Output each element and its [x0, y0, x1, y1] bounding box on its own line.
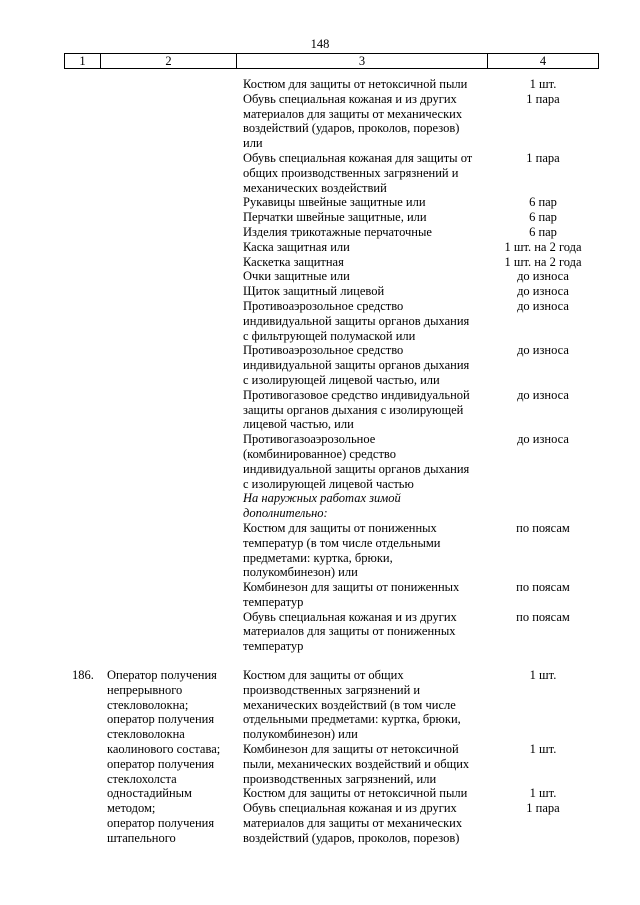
issue-norm: до износа — [517, 432, 569, 447]
equipment-line: Рукавицы швейные защитные или — [243, 195, 426, 210]
profession-line: Оператор получения — [107, 668, 217, 682]
equipment-line: Щиток защитный лицевой — [243, 284, 385, 299]
issue-norm: по поясам — [516, 609, 570, 624]
norm-spacer — [493, 477, 593, 492]
equipment-list — [243, 668, 493, 846]
equipment-line: с фильтрующей полумаской или — [243, 328, 416, 343]
issue-norm: 1 шт. — [529, 77, 557, 91]
norm-spacer — [493, 772, 593, 787]
norm-spacer — [493, 727, 593, 742]
norm-spacer — [493, 136, 593, 151]
issue-norm: по поясам — [516, 580, 570, 595]
norm-spacer — [493, 447, 593, 462]
entry-number: 186. — [72, 668, 94, 682]
norm-spacer — [493, 329, 593, 344]
equipment-line: Изделия трикотажные перчаточные — [243, 224, 432, 239]
equipment-line: Обувь специальная кожаная и из других — [243, 609, 457, 624]
issue-norm: 1 шт. — [529, 668, 557, 682]
equipment-line: Костюм для защиты от нетоксичной пыли — [243, 77, 468, 91]
norm-spacer — [493, 536, 593, 551]
equipment-list — [243, 77, 493, 654]
profession-list — [107, 668, 239, 846]
equipment-line: (комбинированное) средство — [243, 446, 396, 461]
norm-spacer — [493, 816, 593, 831]
issue-norm: 1 шт. — [529, 741, 557, 756]
norm-spacer — [493, 181, 593, 196]
equipment-line: пыли, механических воздействий и общих — [243, 756, 470, 771]
profession-line: методом; — [107, 801, 156, 816]
equipment-line: Противогазоаэрозольное — [243, 432, 376, 447]
norm-spacer — [493, 462, 593, 477]
equipment-line: Противоаэрозольное средство — [243, 343, 404, 358]
norm-spacer — [493, 403, 593, 418]
issue-norm: 6 пар — [529, 195, 557, 210]
profession-line: одностадийным — [107, 786, 192, 801]
issue-norm: до износа — [517, 387, 569, 402]
equipment-line: предметами: куртка, брюки, — [243, 550, 393, 565]
equipment-line: Обувь специальная кожаная для защиты от — [243, 150, 473, 165]
equipment-line: воздействий (ударов, проколов, порезов) — [243, 830, 460, 845]
norm-spacer — [493, 121, 593, 136]
norm-spacer — [493, 358, 593, 373]
issue-norm: 1 пара — [526, 801, 560, 816]
equipment-line: Каска защитная или — [243, 239, 350, 254]
issue-norm: до износа — [517, 343, 569, 358]
equipment-line: лицевой частью, или — [243, 417, 354, 432]
issue-norm: 1 шт. на 2 года — [504, 239, 582, 254]
issue-norm: 1 шт. — [529, 786, 557, 801]
equipment-line: Костюм для защиты от нетоксичной пыли — [243, 786, 468, 801]
column-header-2: 2 — [101, 54, 237, 69]
equipment-line: Противогазовое средство индивидуальной — [243, 387, 470, 402]
norm-spacer — [493, 565, 593, 580]
equipment-line: Противоаэрозольное средство — [243, 298, 404, 313]
equipment-line: температур — [243, 594, 304, 609]
issue-norm: до износа — [517, 298, 569, 313]
profession-line: непрерывного — [107, 682, 183, 697]
equipment-line: дополнительно: — [243, 506, 328, 521]
norm-spacer — [493, 107, 593, 122]
equipment-line: Комбинезон для защиты от нетоксичной — [243, 741, 459, 756]
issue-norm: 1 пара — [526, 150, 560, 165]
profession-line: штапельного — [107, 830, 176, 845]
equipment-line: защиты органов дыхания с изолирующей — [243, 402, 464, 417]
equipment-line: с изолирующей лицевой частью — [243, 476, 414, 491]
norm-spacer — [493, 595, 593, 610]
norm-spacer — [493, 551, 593, 566]
equipment-line: полукомбинезон) или — [243, 727, 358, 742]
column-header-row — [65, 54, 599, 69]
equipment-line: На наружных работах зимой — [243, 491, 401, 506]
column-header-1: 1 — [65, 54, 101, 69]
column-header-3: 3 — [237, 54, 488, 69]
page-number: 148 — [310, 37, 330, 51]
equipment-line: воздействий (ударов, проколов, порезов) — [243, 121, 460, 136]
equipment-line: материалов для защиты от пониженных — [243, 624, 456, 639]
profession-line: оператор получения — [107, 815, 215, 830]
norm-list — [493, 77, 593, 654]
profession-line: стекловолокна; — [107, 697, 189, 712]
norm-spacer — [493, 639, 593, 654]
issue-norm: 1 шт. на 2 года — [504, 254, 582, 269]
equipment-line: отдельными предметами: куртка, брюки, — [243, 712, 461, 727]
equipment-line: Каскетка защитная — [243, 254, 344, 269]
equipment-line: температур — [243, 639, 304, 654]
issue-norm: до износа — [517, 269, 569, 284]
equipment-line: Костюм для защиты от общих — [243, 668, 404, 682]
issue-norm: 6 пар — [529, 210, 557, 225]
norm-spacer — [493, 683, 593, 698]
norm-spacer — [493, 166, 593, 181]
issue-norm: 6 пар — [529, 224, 557, 239]
equipment-line: Перчатки швейные защитные, или — [243, 210, 427, 225]
equipment-line: индивидуальной защиты органов дыхания — [243, 461, 470, 476]
profession-line: стекловолокна — [107, 727, 185, 742]
profession-line: оператор получения — [107, 756, 215, 771]
issue-norm: до износа — [517, 284, 569, 299]
equipment-line: температур (в том числе отдельными — [243, 535, 441, 550]
equipment-line: Обувь специальная кожаная и из других — [243, 801, 457, 816]
norm-spacer — [493, 417, 593, 432]
equipment-line: Обувь специальная кожаная и из других — [243, 91, 457, 106]
equipment-line: материалов для защиты от механических — [243, 815, 463, 830]
column-header-table — [64, 53, 599, 69]
profession-line: стеклохолста — [107, 771, 177, 786]
issue-norm — [493, 491, 593, 506]
equipment-line: производственных загрязнений и — [243, 682, 421, 697]
equipment-line: индивидуальной защиты органов дыхания — [243, 313, 470, 328]
norm-spacer — [493, 506, 593, 521]
norm-spacer — [493, 712, 593, 727]
equipment-line: Комбинезон для защиты от пониженных — [243, 580, 460, 595]
equipment-line: индивидуальной защиты органов дыхания — [243, 358, 470, 373]
norm-spacer — [493, 624, 593, 639]
equipment-line: Очки защитные или — [243, 269, 350, 284]
equipment-line: материалов для защиты от механических — [243, 106, 463, 121]
norm-spacer — [493, 831, 593, 846]
norm-spacer — [493, 757, 593, 772]
equipment-line: механических воздействий (в том числе — [243, 697, 456, 712]
equipment-line: механических воздействий — [243, 180, 387, 195]
profession-line: каолинового состава; — [107, 741, 221, 756]
norm-spacer — [493, 698, 593, 713]
column-header-4: 4 — [488, 54, 599, 69]
issue-norm: по поясам — [516, 520, 570, 535]
equipment-line: производственных загрязнений, или — [243, 771, 437, 786]
norm-spacer — [493, 373, 593, 388]
norm-list — [493, 668, 593, 846]
issue-norm: 1 пара — [526, 91, 560, 106]
equipment-line: полукомбинезон) или — [243, 565, 358, 580]
equipment-line: с изолирующей лицевой частью, или — [243, 372, 440, 387]
equipment-line: Костюм для защиты от пониженных — [243, 520, 437, 535]
profession-line: оператор получения — [107, 712, 215, 727]
equipment-line: общих производственных загрязнений и — [243, 165, 459, 180]
equipment-line: или — [243, 136, 263, 151]
norm-spacer — [493, 314, 593, 329]
